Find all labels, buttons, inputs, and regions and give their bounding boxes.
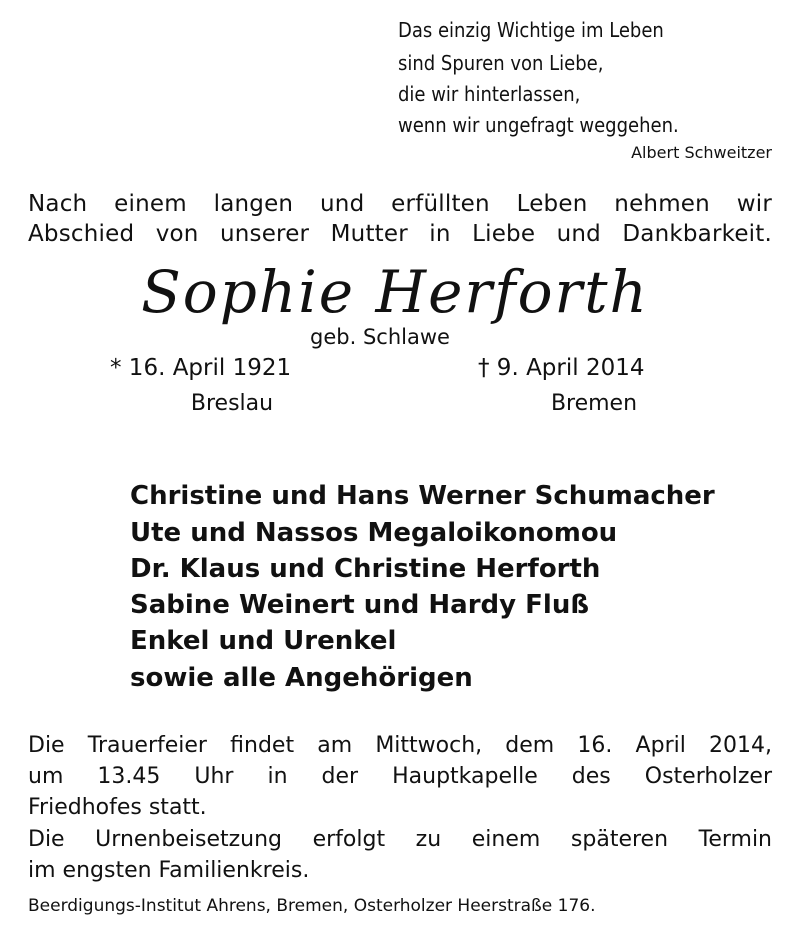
- intro-line: Abschied von unserer Mutter in Liebe und Dankbarkeit.: [28, 221, 772, 247]
- mourner: Sabine Weinert und Hardy Fluß: [130, 590, 590, 620]
- quote-line: die wir hinterlassen,: [398, 82, 581, 106]
- maiden-name: geb. Schlawe: [310, 325, 450, 349]
- mourner: Dr. Klaus und Christine Herforth: [130, 554, 601, 584]
- service-line: Die Urnenbeisetzung erfolgt zu einem späteren Termin: [28, 827, 772, 852]
- death-place: Bremen: [550, 391, 638, 416]
- funeral-home: Beerdigungs-Institut Ahrens, Bremen, Osterholzer Heerstraße 176.: [28, 896, 596, 916]
- quote-line: Das einzig Wichtige im Leben: [398, 18, 664, 42]
- quote-line: wenn wir ungefragt weggehen.: [398, 113, 679, 137]
- quote-line: sind Spuren von Liebe,: [398, 51, 604, 75]
- deceased-name: Sophie Herforth: [141, 258, 649, 326]
- quote-author: Albert Schweitzer: [631, 143, 772, 162]
- service-line: um 13.45 Uhr in der Hauptkapelle des Osterholzer: [28, 764, 772, 789]
- mourner: sowie alle Angehörigen: [130, 663, 473, 693]
- mourner: Enkel und Urenkel: [130, 626, 397, 656]
- service-line: im engsten Familienkreis.: [28, 858, 310, 883]
- service-line: Friedhofes statt.: [28, 795, 207, 820]
- service-line: Die Trauerfeier findet am Mittwoch, dem 16. April 2014,: [28, 733, 772, 758]
- mourner: Christine und Hans Werner Schumacher: [130, 481, 715, 511]
- birth-date: * 16. April 1921: [110, 355, 292, 381]
- birth-place: Breslau: [190, 391, 274, 416]
- intro-line: Nach einem langen und erfüllten Leben nehmen wir: [28, 191, 772, 217]
- death-date: † 9. April 2014: [478, 355, 645, 381]
- mourner: Ute und Nassos Megaloikonomou: [130, 518, 618, 548]
